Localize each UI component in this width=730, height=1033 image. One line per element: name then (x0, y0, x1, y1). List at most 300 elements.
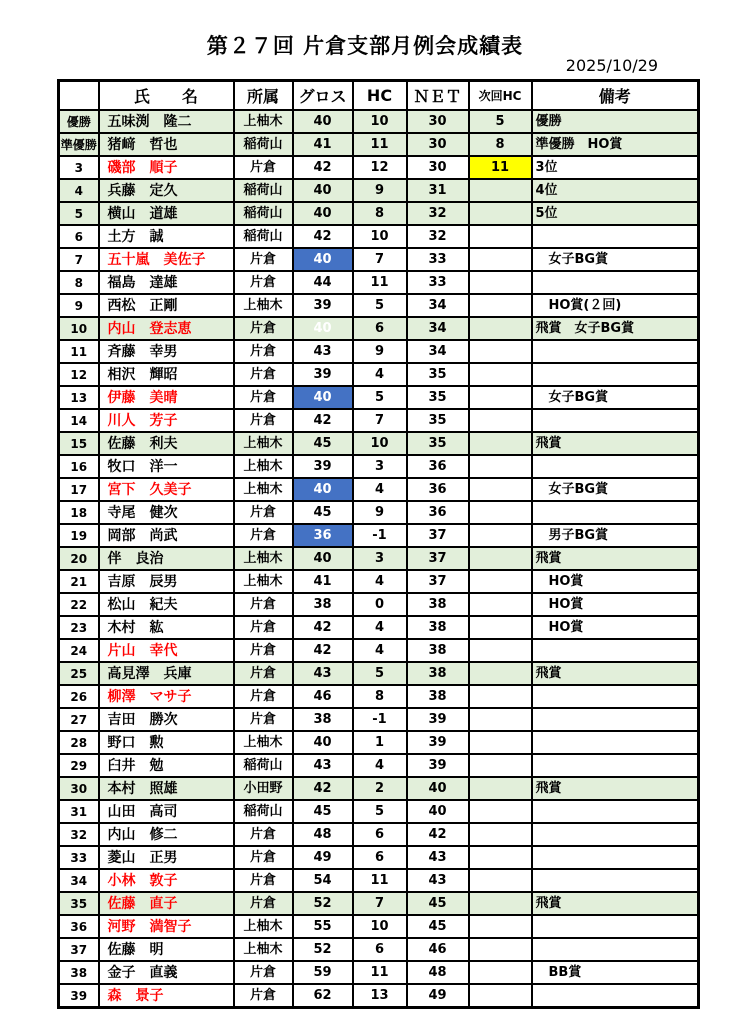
remarks-cell (532, 800, 699, 823)
gross-cell: 42 (293, 409, 353, 432)
name-cell: 宮下 久美子 (99, 478, 234, 501)
remarks-cell (532, 938, 699, 961)
hc-cell: -1 (353, 524, 407, 547)
affiliation-cell: 上柚木 (234, 547, 293, 570)
hc-cell: 4 (353, 639, 407, 662)
rank-cell: 30 (59, 777, 99, 800)
name-cell: 相沢 輝昭 (99, 363, 234, 386)
gross-cell: 49 (293, 846, 353, 869)
gross-cell: 59 (293, 961, 353, 984)
net-cell: 46 (407, 938, 469, 961)
remarks-cell: 飛賞 (532, 662, 699, 685)
next-hc-cell (469, 271, 532, 294)
rank-cell: 5 (59, 202, 99, 225)
name-cell: 磯部 順子 (99, 156, 234, 179)
header-rank (59, 81, 99, 111)
remarks-cell (532, 340, 699, 363)
hc-cell: 5 (353, 294, 407, 317)
table-row (59, 340, 699, 363)
hc-cell: 5 (353, 662, 407, 685)
table-row (59, 225, 699, 248)
rank-cell: 29 (59, 754, 99, 777)
hc-cell: 0 (353, 593, 407, 616)
net-cell: 31 (407, 179, 469, 202)
next-hc-cell (469, 961, 532, 984)
net-cell: 35 (407, 363, 469, 386)
gross-cell: 41 (293, 570, 353, 593)
affiliation-cell: 片倉 (234, 892, 293, 915)
rank-cell: 準優勝 (59, 133, 99, 156)
next-hc-cell (469, 823, 532, 846)
net-cell: 39 (407, 731, 469, 754)
name-cell: 五十嵐 美佐子 (99, 248, 234, 271)
hc-cell: 11 (353, 271, 407, 294)
gross-cell: 45 (293, 800, 353, 823)
next-hc-cell (469, 202, 532, 225)
header-next-hc: 次回HC (469, 81, 532, 111)
remarks-cell (532, 225, 699, 248)
net-cell: 45 (407, 915, 469, 938)
remarks-cell (532, 455, 699, 478)
affiliation-cell: 片倉 (234, 524, 293, 547)
remarks-cell (532, 501, 699, 524)
rank-cell: 8 (59, 271, 99, 294)
affiliation-cell: 片倉 (234, 869, 293, 892)
name-cell: 岡部 尚武 (99, 524, 234, 547)
hc-cell: 2 (353, 777, 407, 800)
gross-cell: 38 (293, 708, 353, 731)
table-row (59, 869, 699, 892)
hc-cell: 10 (353, 915, 407, 938)
net-cell: 33 (407, 271, 469, 294)
next-hc-cell (469, 892, 532, 915)
remarks-cell: 男子BG賞 (532, 524, 699, 547)
hc-cell: 5 (353, 800, 407, 823)
net-cell: 30 (407, 156, 469, 179)
remarks-cell: 飛賞 (532, 547, 699, 570)
hc-cell: -1 (353, 708, 407, 731)
table-row (59, 110, 699, 133)
table-row (59, 248, 699, 271)
next-hc-cell (469, 846, 532, 869)
name-cell: 吉田 勝次 (99, 708, 234, 731)
gross-cell: 52 (293, 892, 353, 915)
table-row (59, 731, 699, 754)
name-cell: 内山 登志恵 (99, 317, 234, 340)
remarks-cell: 飛賞 (532, 777, 699, 800)
table-row (59, 271, 699, 294)
rank-cell: 21 (59, 570, 99, 593)
rank-cell: 27 (59, 708, 99, 731)
rank-cell: 10 (59, 317, 99, 340)
rank-cell: 23 (59, 616, 99, 639)
rank-cell: 6 (59, 225, 99, 248)
net-cell: 37 (407, 547, 469, 570)
header-net: ＮＥＴ (407, 81, 469, 111)
next-hc-cell (469, 547, 532, 570)
gross-cell: 55 (293, 915, 353, 938)
affiliation-cell: 片倉 (234, 340, 293, 363)
affiliation-cell: 片倉 (234, 409, 293, 432)
remarks-cell: BB賞 (532, 961, 699, 984)
name-cell: 本村 照雄 (99, 777, 234, 800)
table-row (59, 593, 699, 616)
remarks-cell: 4位 (532, 179, 699, 202)
table-row (59, 501, 699, 524)
affiliation-cell: 上柚木 (234, 455, 293, 478)
net-cell: 40 (407, 800, 469, 823)
net-cell: 35 (407, 386, 469, 409)
remarks-cell (532, 754, 699, 777)
hc-cell: 12 (353, 156, 407, 179)
table-row (59, 524, 699, 547)
next-hc-cell (469, 386, 532, 409)
rank-cell: 22 (59, 593, 99, 616)
table-row (59, 455, 699, 478)
net-cell: 30 (407, 110, 469, 133)
affiliation-cell: 稲荷山 (234, 225, 293, 248)
hc-cell: 6 (353, 938, 407, 961)
net-cell: 30 (407, 133, 469, 156)
hc-cell: 10 (353, 225, 407, 248)
rank-cell: 34 (59, 869, 99, 892)
remarks-cell: 5位 (532, 202, 699, 225)
hc-cell: 3 (353, 455, 407, 478)
header-name: 氏 名 (99, 81, 234, 111)
net-cell: 38 (407, 662, 469, 685)
affiliation-cell: 上柚木 (234, 938, 293, 961)
rank-cell: 39 (59, 984, 99, 1008)
remarks-cell: 飛賞 女子BG賞 (532, 317, 699, 340)
name-cell: 木村 紘 (99, 616, 234, 639)
remarks-cell (532, 869, 699, 892)
rank-cell: 20 (59, 547, 99, 570)
name-cell: 西松 正剛 (99, 294, 234, 317)
remarks-cell (532, 708, 699, 731)
remarks-cell (532, 271, 699, 294)
remarks-cell: HO賞 (532, 570, 699, 593)
hc-cell: 4 (353, 754, 407, 777)
rank-cell: 19 (59, 524, 99, 547)
affiliation-cell: 上柚木 (234, 731, 293, 754)
affiliation-cell: 片倉 (234, 363, 293, 386)
affiliation-cell: 上柚木 (234, 570, 293, 593)
hc-cell: 1 (353, 731, 407, 754)
net-cell: 43 (407, 846, 469, 869)
name-cell: 兵藤 定久 (99, 179, 234, 202)
name-cell: 佐藤 直子 (99, 892, 234, 915)
affiliation-cell: 上柚木 (234, 110, 293, 133)
remarks-cell: 優勝 (532, 110, 699, 133)
hc-cell: 10 (353, 110, 407, 133)
table-row (59, 570, 699, 593)
gross-cell: 52 (293, 938, 353, 961)
affiliation-cell: 片倉 (234, 593, 293, 616)
table-row (59, 432, 699, 455)
net-cell: 48 (407, 961, 469, 984)
table-row (59, 616, 699, 639)
remarks-cell (532, 846, 699, 869)
table-row (59, 294, 699, 317)
table-row (59, 133, 699, 156)
affiliation-cell: 稲荷山 (234, 133, 293, 156)
name-cell: 片山 幸代 (99, 639, 234, 662)
remarks-cell: 女子BG賞 (532, 386, 699, 409)
next-hc-cell (469, 708, 532, 731)
affiliation-cell: 片倉 (234, 616, 293, 639)
name-cell: 河野 満智子 (99, 915, 234, 938)
name-cell: 福島 達雄 (99, 271, 234, 294)
header-gross: グロス (293, 81, 353, 111)
rank-cell: 36 (59, 915, 99, 938)
hc-cell: 9 (353, 340, 407, 363)
net-cell: 36 (407, 478, 469, 501)
gross-cell: 45 (293, 432, 353, 455)
rank-cell: 24 (59, 639, 99, 662)
rank-cell: 17 (59, 478, 99, 501)
net-cell: 49 (407, 984, 469, 1008)
hc-cell: 7 (353, 248, 407, 271)
gross-cell: 44 (293, 271, 353, 294)
table-row (59, 662, 699, 685)
rank-cell: 9 (59, 294, 99, 317)
rank-cell: 11 (59, 340, 99, 363)
table-row (59, 892, 699, 915)
rank-cell: 32 (59, 823, 99, 846)
net-cell: 34 (407, 294, 469, 317)
table-row (59, 202, 699, 225)
rank-cell: 15 (59, 432, 99, 455)
net-cell: 38 (407, 616, 469, 639)
next-hc-cell (469, 294, 532, 317)
results-table (57, 79, 700, 1009)
rank-cell: 37 (59, 938, 99, 961)
hc-cell: 7 (353, 892, 407, 915)
name-cell: 五味渕 隆二 (99, 110, 234, 133)
next-hc-cell (469, 524, 532, 547)
remarks-cell (532, 984, 699, 1008)
table-row (59, 409, 699, 432)
affiliation-cell: 片倉 (234, 961, 293, 984)
hc-cell: 6 (353, 317, 407, 340)
next-hc-cell (469, 409, 532, 432)
gross-cell: 39 (293, 363, 353, 386)
gross-cell: 48 (293, 823, 353, 846)
hc-cell: 4 (353, 616, 407, 639)
remarks-cell: 女子BG賞 (532, 478, 699, 501)
table-row (59, 708, 699, 731)
gross-cell: 62 (293, 984, 353, 1008)
table-row (59, 846, 699, 869)
rank-cell: 28 (59, 731, 99, 754)
hc-cell: 4 (353, 363, 407, 386)
affiliation-cell: 上柚木 (234, 478, 293, 501)
affiliation-cell: 上柚木 (234, 294, 293, 317)
next-hc-cell (469, 317, 532, 340)
remarks-cell (532, 409, 699, 432)
header-remarks: 備考 (532, 81, 699, 111)
rank-cell: 25 (59, 662, 99, 685)
net-cell: 36 (407, 501, 469, 524)
name-cell: 横山 道雄 (99, 202, 234, 225)
hc-cell: 11 (353, 869, 407, 892)
net-cell: 35 (407, 409, 469, 432)
table-header-row (59, 81, 699, 111)
gross-cell: 39 (293, 294, 353, 317)
affiliation-cell: 小田野 (234, 777, 293, 800)
hc-cell: 7 (353, 409, 407, 432)
affiliation-cell: 稲荷山 (234, 800, 293, 823)
gross-cell: 40 (293, 179, 353, 202)
rank-cell: 26 (59, 685, 99, 708)
gross-cell: 40 (293, 248, 353, 271)
net-cell: 35 (407, 432, 469, 455)
rank-cell: 3 (59, 156, 99, 179)
net-cell: 34 (407, 340, 469, 363)
table-row (59, 156, 699, 179)
name-cell: 野口 勲 (99, 731, 234, 754)
rank-cell: 16 (59, 455, 99, 478)
rank-cell: 12 (59, 363, 99, 386)
remarks-cell (532, 363, 699, 386)
rank-cell: 7 (59, 248, 99, 271)
gross-cell: 40 (293, 478, 353, 501)
next-hc-cell (469, 639, 532, 662)
net-cell: 39 (407, 708, 469, 731)
name-cell: 川人 芳子 (99, 409, 234, 432)
hc-cell: 8 (353, 685, 407, 708)
affiliation-cell: 片倉 (234, 639, 293, 662)
hc-cell: 5 (353, 386, 407, 409)
next-hc-cell (469, 593, 532, 616)
next-hc-cell (469, 938, 532, 961)
rank-cell: 35 (59, 892, 99, 915)
gross-cell: 42 (293, 156, 353, 179)
hc-cell: 11 (353, 133, 407, 156)
gross-cell: 39 (293, 455, 353, 478)
net-cell: 42 (407, 823, 469, 846)
table-row (59, 938, 699, 961)
gross-cell: 40 (293, 317, 353, 340)
table-row (59, 800, 699, 823)
next-hc-cell: 5 (469, 110, 532, 133)
remarks-cell: HO賞(２回) (532, 294, 699, 317)
header-hc: HC (353, 81, 407, 111)
affiliation-cell: 片倉 (234, 156, 293, 179)
hc-cell: 10 (353, 432, 407, 455)
gross-cell: 36 (293, 524, 353, 547)
hc-cell: 11 (353, 961, 407, 984)
name-cell: 内山 修二 (99, 823, 234, 846)
next-hc-cell (469, 662, 532, 685)
remarks-cell: HO賞 (532, 593, 699, 616)
hc-cell: 13 (353, 984, 407, 1008)
affiliation-cell: 上柚木 (234, 432, 293, 455)
next-hc-cell (469, 248, 532, 271)
affiliation-cell: 片倉 (234, 984, 293, 1008)
affiliation-cell: 稲荷山 (234, 202, 293, 225)
next-hc-cell (469, 455, 532, 478)
remarks-cell: 飛賞 (532, 892, 699, 915)
next-hc-cell (469, 984, 532, 1008)
rank-cell: 優勝 (59, 110, 99, 133)
remarks-cell: 飛賞 (532, 432, 699, 455)
rank-cell: 31 (59, 800, 99, 823)
name-cell: 高見澤 兵庫 (99, 662, 234, 685)
affiliation-cell: 片倉 (234, 501, 293, 524)
net-cell: 43 (407, 869, 469, 892)
remarks-cell: HO賞 (532, 616, 699, 639)
net-cell: 32 (407, 202, 469, 225)
name-cell: 猪﨑 哲也 (99, 133, 234, 156)
net-cell: 34 (407, 317, 469, 340)
table-row (59, 915, 699, 938)
table-row (59, 179, 699, 202)
net-cell: 45 (407, 892, 469, 915)
gross-cell: 40 (293, 547, 353, 570)
table-row (59, 984, 699, 1008)
gross-cell: 42 (293, 225, 353, 248)
rank-cell: 33 (59, 846, 99, 869)
net-cell: 39 (407, 754, 469, 777)
hc-cell: 9 (353, 179, 407, 202)
remarks-cell: 女子BG賞 (532, 248, 699, 271)
results-table-body (59, 110, 699, 1008)
affiliation-cell: 上柚木 (234, 915, 293, 938)
gross-cell: 42 (293, 639, 353, 662)
gross-cell: 54 (293, 869, 353, 892)
table-row (59, 386, 699, 409)
page-title: 第２７回 片倉支部月例会成績表 (206, 34, 524, 58)
table-row (59, 317, 699, 340)
next-hc-cell (469, 777, 532, 800)
affiliation-cell: 片倉 (234, 317, 293, 340)
table-row (59, 363, 699, 386)
remarks-cell (532, 731, 699, 754)
name-cell: 菱山 正男 (99, 846, 234, 869)
gross-cell: 40 (293, 386, 353, 409)
table-row (59, 823, 699, 846)
remarks-cell (532, 823, 699, 846)
next-hc-cell (469, 869, 532, 892)
name-cell: 吉原 辰男 (99, 570, 234, 593)
name-cell: 臼井 勉 (99, 754, 234, 777)
gross-cell: 40 (293, 731, 353, 754)
hc-cell: 3 (353, 547, 407, 570)
next-hc-cell (469, 478, 532, 501)
name-cell: 柳澤 マサ子 (99, 685, 234, 708)
net-cell: 37 (407, 570, 469, 593)
hc-cell: 6 (353, 846, 407, 869)
name-cell: 牧口 洋一 (99, 455, 234, 478)
hc-cell: 4 (353, 478, 407, 501)
next-hc-cell (469, 363, 532, 386)
name-cell: 寺尾 健次 (99, 501, 234, 524)
remarks-cell: 3位 (532, 156, 699, 179)
rank-cell: 18 (59, 501, 99, 524)
next-hc-cell (469, 340, 532, 363)
name-cell: 佐藤 利夫 (99, 432, 234, 455)
net-cell: 38 (407, 685, 469, 708)
name-cell: 松山 紀夫 (99, 593, 234, 616)
net-cell: 40 (407, 777, 469, 800)
gross-cell: 42 (293, 616, 353, 639)
rank-cell: 38 (59, 961, 99, 984)
table-row (59, 754, 699, 777)
next-hc-cell (469, 432, 532, 455)
net-cell: 36 (407, 455, 469, 478)
affiliation-cell: 片倉 (234, 662, 293, 685)
